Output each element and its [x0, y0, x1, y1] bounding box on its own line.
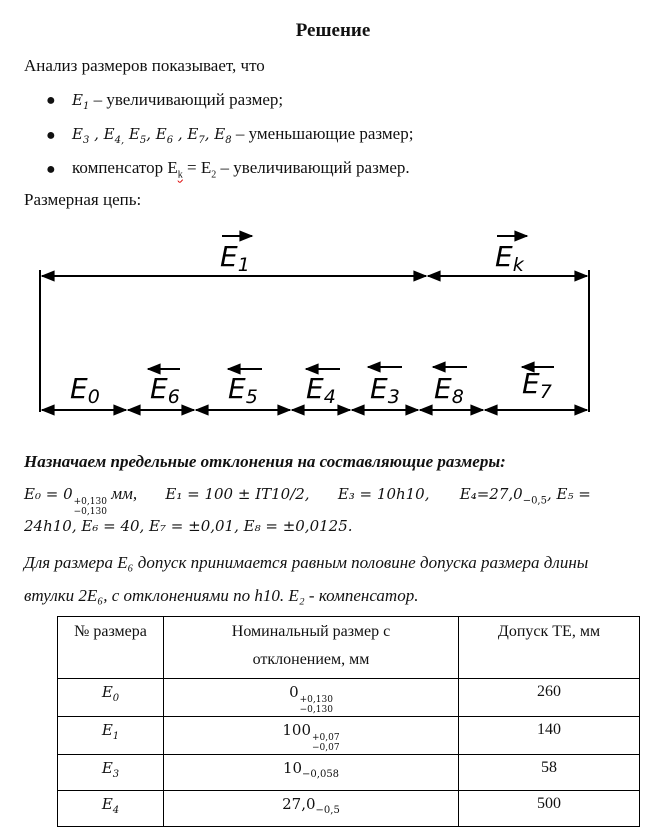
row-tolerance: 260 — [459, 679, 640, 717]
bullet-2-text: – уменьшающие размер; — [231, 124, 414, 143]
table-header-row — [58, 617, 640, 679]
table-row — [58, 791, 640, 827]
row-nominal: $10_{-0,058}$ — [164, 755, 459, 791]
table-row — [58, 755, 640, 791]
col-header-tolerance: Допуск TE, мм — [459, 617, 640, 679]
chain-label: Размерная цепь: — [24, 190, 142, 209]
table-row — [58, 717, 640, 755]
e1-symbol: $E_1$ — [72, 91, 90, 112]
row-name: $E_3$ — [58, 755, 164, 791]
row-name: $E_4$ — [58, 791, 164, 827]
row-tolerance: 500 — [459, 791, 640, 827]
bullet-dot: ● — [46, 127, 56, 144]
col-header-number: № размера — [58, 617, 164, 679]
label-e6: E6 — [150, 372, 180, 408]
bullet-1-text: – увеличивающий размер; — [89, 90, 284, 109]
label-e3: E3 — [370, 372, 400, 408]
bullet-dot: ● — [46, 92, 56, 109]
note-line-2: втулки 2E₆, с отклонениями по h10. E₂ - компенсатор. — [24, 586, 419, 605]
row-nominal: $27,0_{-0,5}$ — [164, 791, 459, 827]
row-name: $E_1$ — [58, 717, 164, 755]
row-tolerance: 140 — [459, 717, 640, 755]
bullet-dot: ● — [46, 161, 56, 178]
row-nominal: 0 +0,130 −0,130 — [164, 679, 459, 717]
col-header-nominal: Номинальный размер с отклонением, мм — [164, 617, 459, 679]
label-e5: E5 — [228, 372, 258, 408]
tolerance-table — [57, 616, 640, 827]
table-row — [58, 679, 640, 717]
e-list-symbols: $E_3$ , $E_{4,}$ $E_5$, $E_6$ , $E_7$, $E_8$ — [72, 125, 232, 146]
note-line-1: Для размера E₆ допуск принимается равным половине допуска размера длины — [24, 553, 589, 572]
label-e8: E8 — [434, 372, 464, 408]
document-title: Решение — [295, 20, 371, 41]
label-e4: E4 — [306, 372, 336, 408]
label-e7: E7 — [522, 367, 552, 403]
row-nominal: 100 +0,07 −0,07 — [164, 717, 459, 755]
row-name: $E_0$ — [58, 679, 164, 717]
intro-text: Анализ размеров показывает, что — [24, 56, 265, 75]
label-e0: E0 — [70, 372, 100, 408]
formula-line-2: 24h10, E₆ = 40, E₇ = ±0,01, E₈ = ±0,0125. — [24, 517, 353, 535]
label-e1: E1 — [220, 240, 250, 276]
assign-heading: Назначаем предельные отклонения на составляющие размеры: — [24, 452, 506, 471]
label-ek: Ek — [495, 240, 524, 276]
formula-line-1: E₀ = 0 +0,130 −0,130 мм, E₁ = 100 ± IT10/2, E₃ = 10h10, $E_4=27,0_{-0,5}$, E₅ = — [24, 484, 591, 517]
row-tolerance: 58 — [459, 755, 640, 791]
bullet-3: компенсатор $E_k = E_2$ – увеличивающий размер. — [72, 158, 410, 181]
